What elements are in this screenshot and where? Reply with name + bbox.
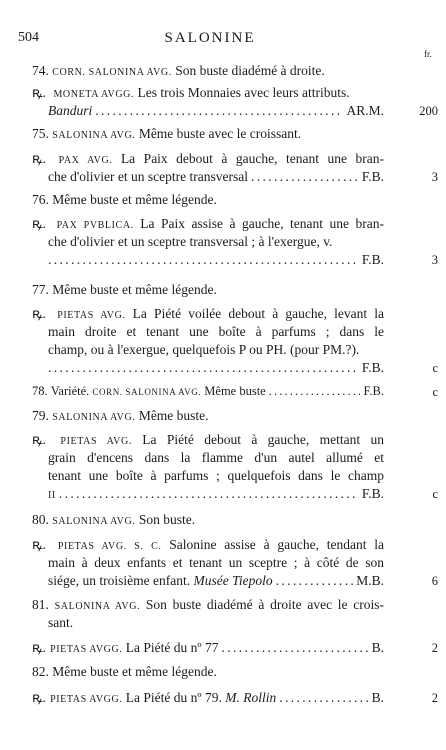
entry-79-reverse-cont2 [48, 467, 384, 484]
description: La Piété du nº 79. [125, 690, 222, 705]
entry-76-obverse [32, 191, 384, 208]
grade: B. [371, 640, 384, 655]
price: c [432, 487, 438, 501]
entry-80-reverse-cont [48, 554, 384, 571]
description: La Paix debout à gauche, tenant une bran- [120, 151, 384, 166]
entry-number: 81. [32, 597, 49, 612]
legend: SALONINA AVG. [54, 601, 141, 612]
description: main droite et tenant une boîte à parfums ; dans le [48, 324, 384, 339]
price: c [432, 361, 438, 375]
description: La Piété du nº 77 [125, 640, 219, 655]
reference: Musée Tiepolo [193, 573, 273, 588]
entry-80-reverse [32, 536, 384, 553]
leader-dots [251, 168, 359, 185]
entry-81-reverse [32, 639, 384, 658]
price: 200 [419, 104, 438, 118]
entry-77-grade-line [48, 359, 384, 376]
price: 6 [431, 574, 438, 588]
page-title: SALONINE [164, 30, 256, 46]
description: che d'olivier et un sceptre transversal ; à l'exergue, v. [48, 234, 333, 249]
description: Son buste. [138, 512, 196, 527]
description: che d'olivier et un sceptre transversal [48, 169, 248, 184]
leader-dots [221, 639, 368, 656]
entry-80-obverse [32, 511, 384, 530]
description: Même buste. [138, 408, 209, 423]
description: Son buste diadémé à droite avec le crois- [145, 597, 384, 612]
entry-77-reverse-cont [48, 323, 384, 340]
entry-79-reverse [32, 431, 384, 448]
reverse-symbol: ꝶ. [32, 641, 47, 656]
entry-81-obverse [32, 596, 384, 613]
entry-82-reverse [32, 689, 384, 708]
price: 3 [431, 170, 438, 184]
description: grain d'encens dans la flamme d'un autel allumé et [48, 450, 384, 465]
grade: F.B. [361, 486, 384, 501]
description: La Paix assise à gauche, tenant une bran- [140, 216, 384, 231]
entry-76-grade-line [48, 251, 384, 268]
price-column-label: fr. [424, 49, 432, 59]
entry-79-grade-line [48, 485, 384, 504]
description: tenant une boîte à parfums ; quelquefois dans le champ [48, 468, 384, 483]
leader-dots [276, 572, 354, 589]
grade: F.B. [361, 169, 384, 184]
description: Même buste et même légende. [52, 664, 217, 679]
description: champ, ou à l'exergue, quelquefois P ou PH. (pour PM.?). [48, 342, 360, 357]
leader-dots [269, 383, 361, 400]
grade: B. [371, 690, 384, 705]
entry-75-reverse [32, 150, 384, 167]
reference: M. Rollin [225, 690, 277, 705]
price: 3 [431, 253, 438, 267]
legend: PIETAS AVGG. [50, 694, 123, 705]
reverse-symbol: ꝶ. [32, 691, 47, 706]
entry-number: 82. [32, 664, 49, 679]
entry-77-reverse-cont2 [48, 341, 384, 358]
description: Les trois Monnaies avec leurs attributs. [137, 85, 350, 100]
legend: PIETAS AVGG. [50, 644, 123, 655]
entry-74-obverse [32, 62, 384, 81]
price: 2 [431, 641, 438, 655]
reference: Banduri [48, 103, 93, 118]
legend: PIETAS AVG. S. C. [57, 541, 162, 552]
description: Même buste et même légende. [52, 282, 217, 297]
reverse-symbol: ꝶ. [32, 433, 47, 448]
price: c [432, 385, 438, 399]
entry-number: 74. [32, 63, 49, 78]
entry-79-reverse-cont [48, 449, 384, 466]
reverse-symbol: ꝶ. [32, 307, 47, 322]
entry-number: 75. [32, 126, 49, 141]
entry-number: 80. [32, 512, 49, 527]
entry-79-obverse [32, 407, 384, 426]
reverse-symbol: ꝶ. [32, 217, 47, 232]
description: Même buste [204, 384, 266, 398]
entry-number: 77. [32, 282, 49, 297]
entry-77-obverse [32, 281, 384, 298]
entry-number: 76. [32, 192, 49, 207]
entry-78 [32, 383, 384, 401]
reverse-symbol: ꝶ. [32, 538, 47, 553]
legend: SALONINA AVG. [52, 130, 136, 141]
entry-76-reverse [32, 215, 384, 232]
legend: CORN. SALONINA AVG. [92, 387, 202, 397]
grade: F.B. [361, 252, 384, 267]
description: Même buste avec le croissant. [138, 126, 302, 141]
leader-dots [279, 689, 368, 706]
legend: PIETAS AVG. [57, 310, 126, 321]
legend: PAX PVBLICA. [56, 220, 134, 231]
legend: PAX AVG. [58, 155, 113, 166]
reverse-symbol: ꝶ. [32, 86, 47, 101]
description: Son buste diadémé à droite. [175, 63, 325, 78]
description: siége, un troisième enfant. [48, 573, 191, 588]
description: La Piété voilée debout à gauche, levant la [132, 306, 384, 321]
description: La Piété debout à gauche, mettant un [142, 432, 384, 447]
description: sant. [48, 615, 74, 630]
variety-label: Variété. [50, 384, 90, 398]
entry-number: 79. [32, 408, 49, 423]
reverse-symbol: ꝶ. [32, 152, 47, 167]
price: 2 [431, 691, 438, 705]
leader-dots [95, 102, 343, 119]
page-number: 504 [18, 30, 39, 45]
entry-75-reverse-cont [48, 168, 384, 185]
entry-74-reference [48, 102, 384, 119]
leader-dots [59, 485, 359, 502]
leader-dots [48, 251, 359, 268]
legend: PIETAS AVG. [60, 436, 132, 447]
field-mark: II [48, 490, 56, 501]
leader-dots [48, 359, 359, 376]
grade: AR.M. [346, 103, 384, 118]
entry-76-reverse-cont [48, 233, 384, 250]
grade: F.B. [361, 360, 384, 375]
description: Salonine assise à gauche, tendant la [169, 537, 384, 552]
description: main à deux enfants et tenant un sceptre ; à côté de son [48, 555, 384, 570]
description: Même buste et même légende. [52, 192, 217, 207]
legend: CORN. SALONINA AVG. [52, 67, 172, 78]
legend: MONETA AVGG. [53, 89, 135, 100]
entry-82-obverse [32, 663, 384, 680]
entry-74-reverse [32, 84, 384, 103]
entry-75-obverse [32, 125, 384, 144]
entry-80-reference [48, 572, 384, 589]
entry-number: 78. [32, 384, 48, 398]
legend: SALONINA AVG. [52, 516, 136, 527]
grade: F.B. [363, 384, 384, 398]
entry-81-obverse-cont [48, 614, 384, 631]
grade: M.B. [356, 573, 384, 588]
entry-77-reverse [32, 305, 384, 322]
legend: SALONINA AVG. [52, 412, 136, 423]
